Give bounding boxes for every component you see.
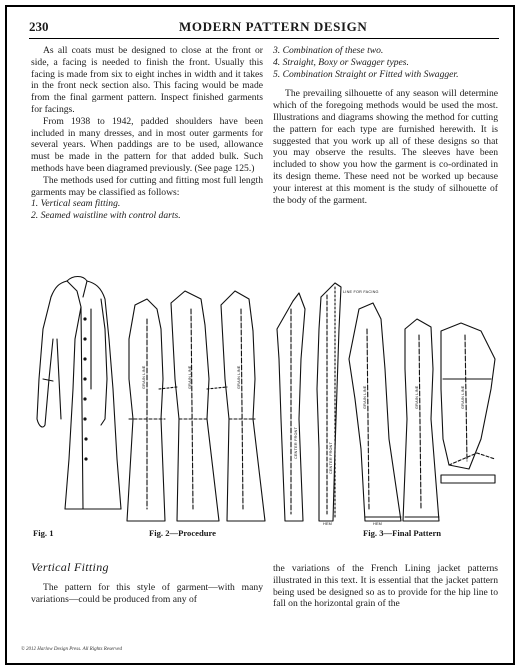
grain-line-label-6: GRAIN LINE [461,385,465,409]
header-rule [29,38,499,39]
center-front-label-1: CENTER FRONT [294,426,298,459]
grain-line-label-2: GRAIN LINE [188,365,192,389]
section-heading: Vertical Fitting [31,560,109,574]
list-item-4: 4. Straight, Boxy or Swagger types. [273,56,409,68]
grain-line-label-3: GRAIN LINE [237,365,241,389]
hem-label-2: HEM [373,522,383,526]
list-item-2: 2. Seamed waistline with control darts. [31,210,181,222]
page-header [29,19,499,37]
grain-line-label-1: GRAIN LINE [142,365,146,389]
left-paragraph-2: From 1938 to 1942, padded shoulders have been included in many dresses, and in most outer garments for several years. When paddings are to be used, allowance must be made in the pattern for that added bulk. Such methods have been diagramed previously. (See page 125.) [31,115,263,174]
grain-line-label-5: GRAIN LINE [415,385,419,409]
grain-line-label-4: GRAIN LINE [363,385,367,409]
section-left-text [31,582,263,606]
list-item-3: 3. Combination of these two. [273,45,384,56]
running-title: MODERN PATTERN DESIGN [179,19,368,34]
copyright-footer: © 2012 Harlow Design Press. All Rights Reserved [21,647,123,652]
right-column [273,45,498,206]
center-front-label-2: CENTER FRONT [329,441,333,474]
section-right-text: the variations of the French Lining jacket patterns illustrated in this text. It is essential that the jacket pattern being used be designed so as to provide for the hip line to fall on the horizontal grain of the [273,563,498,610]
section-left-paragraph: The pattern for this style of garment—with many variations—could be produced from any of [31,582,263,605]
left-paragraph-3: The methods used for cutting and fitting most full length garments may be classified as follows: [31,174,263,198]
page-number: 230 [29,19,49,34]
left-column [31,45,263,222]
center-front-pieces [277,283,341,521]
list-item-1: 1. Vertical seam fitting. [31,198,121,210]
coat-illustration [37,277,121,510]
figure-1-caption: Fig. 1 [33,528,54,538]
final-pattern [349,303,495,521]
left-paragraph-1: As all coats must be designed to close at the front or side, a facing is needed to finish the front. Usually this facing is made from six to eight inches in width and it takes in the front neck section also. This facing would be made from the final garment pattern. Inspect finished garments for facings. [31,45,263,115]
line-for-facing-label: LINE FOR FACING [343,290,379,294]
right-paragraph-1: The prevailing silhouette of any season will determine which of the foregoing methods would be used the most. Illustrations and diagrams showing the method for cutting the pattern for each type are furnished herewith. It is suggested that you work up all of these designs so that you may observe the results. The sleeves have been included to show you how the garment is co-ordinated in its design theme. These need not be worked up because your interest at this moment is the study of silhouette of the body of the garment. [273,88,498,206]
hem-label-1: HEM [323,522,333,526]
pattern-figure [29,269,499,527]
figure-3-caption: Fig. 3—Final Pattern [363,528,442,538]
procedure-pattern [127,291,265,521]
pattern-diagram [29,269,499,527]
list-item-5: 5. Combination Straight or Fitted with Swagger. [273,68,459,80]
figure-2-caption: Fig. 2—Procedure [149,528,216,538]
page [5,5,515,665]
